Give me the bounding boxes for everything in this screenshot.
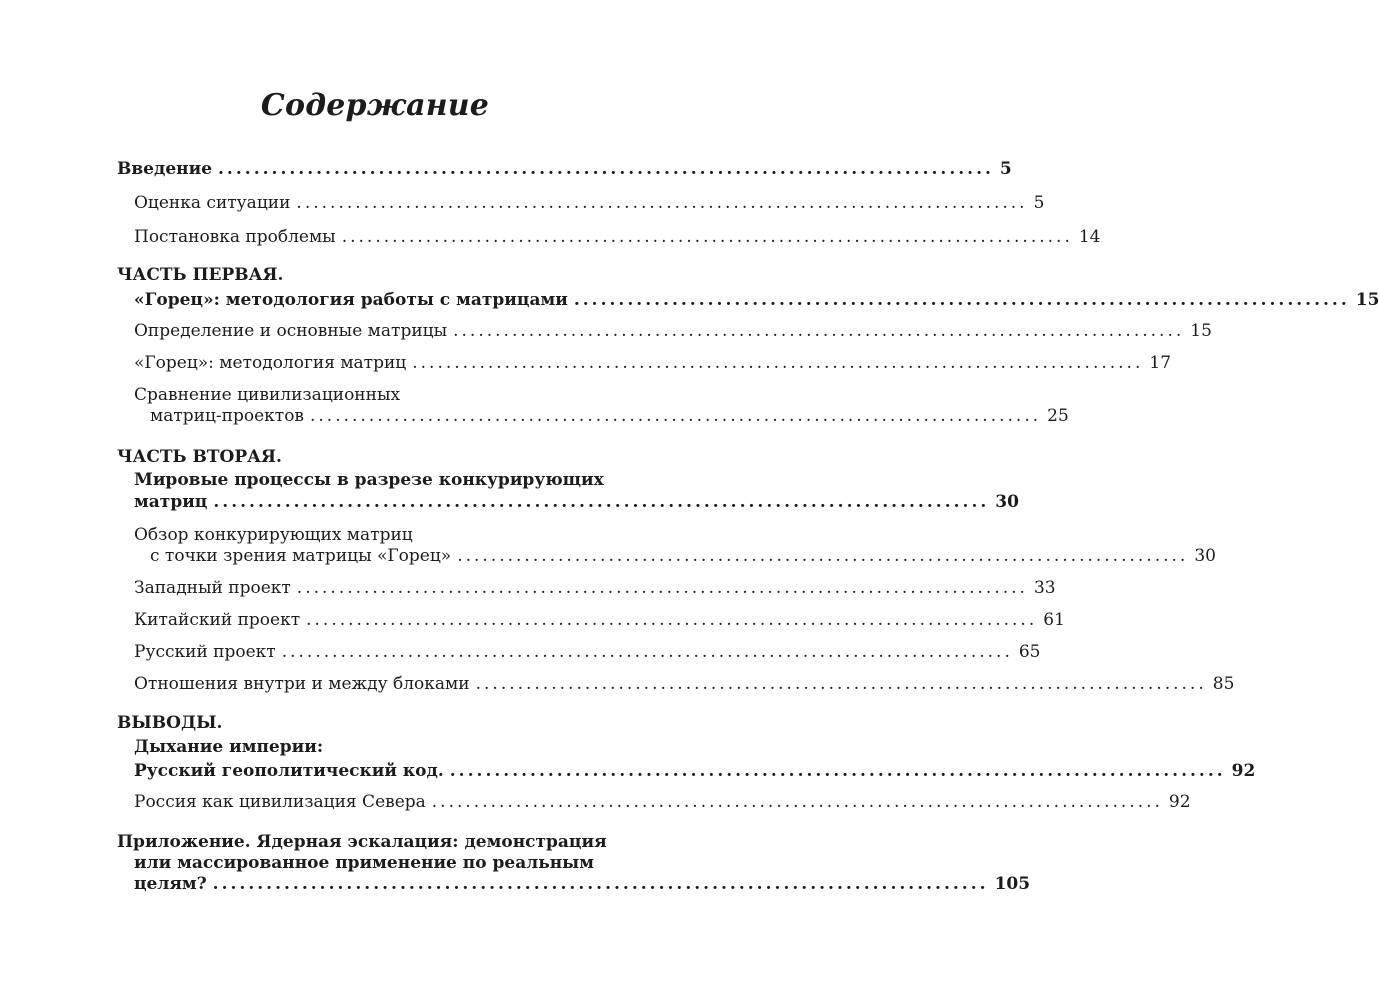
toc-page-number: 25 bbox=[1047, 406, 1069, 426]
toc-entry-label: Китайский проект bbox=[134, 610, 301, 630]
toc-leader-dots: ....................................................................................... bbox=[449, 761, 1226, 781]
toc-entry-label: Постановка проблемы bbox=[134, 227, 336, 247]
toc-entry-conclusions-line1: Дыхание империи: bbox=[134, 737, 324, 757]
toc-leader-dots: ....................................................................................... bbox=[296, 193, 1028, 213]
toc-leader-dots: ....................................................................................... bbox=[453, 321, 1185, 341]
toc-page-number: 5 bbox=[999, 159, 1012, 179]
toc-page-number: 105 bbox=[994, 874, 1031, 894]
toc-entry-label: целям? bbox=[134, 874, 207, 894]
toc-entry-label: Отношения внутри и между блоками bbox=[134, 674, 470, 694]
toc-page-number: 30 bbox=[995, 492, 1019, 512]
toc-page-number: 92 bbox=[1168, 792, 1191, 812]
toc-page-number: 61 bbox=[1043, 610, 1065, 630]
toc-entry-label: «Горец»: методология матриц bbox=[134, 353, 407, 373]
toc-page-number: 17 bbox=[1149, 353, 1172, 373]
toc-entry-label: Определение и основные матрицы bbox=[134, 321, 448, 341]
toc-leader-dots: ....................................................................................... bbox=[341, 227, 1073, 247]
toc-leader-dots: ....................................................................................... bbox=[431, 792, 1163, 812]
toc-entry-china[interactable] bbox=[134, 609, 1065, 631]
toc-page-number: 5 bbox=[1033, 193, 1045, 213]
part2-heading: ЧАСТЬ ВТОРАЯ. bbox=[117, 447, 282, 467]
toc-leader-dots: ....................................................................................... bbox=[310, 406, 1042, 426]
toc-entry-appendix-line1: Приложение. Ядерная эскалация: демонстрация bbox=[117, 832, 607, 852]
toc-entry-methodology[interactable] bbox=[134, 352, 1172, 374]
part1-heading: ЧАСТЬ ПЕРВАЯ. bbox=[117, 265, 284, 285]
toc-page-number: 33 bbox=[1033, 578, 1056, 598]
toc-leader-dots: ....................................................................................... bbox=[573, 290, 1350, 310]
toc-leader-dots: ....................................................................................... bbox=[412, 353, 1144, 373]
toc-entry-assessment[interactable] bbox=[134, 192, 1045, 214]
toc-page-number: 30 bbox=[1194, 546, 1216, 566]
toc-entry-north[interactable] bbox=[134, 791, 1191, 813]
toc-entry-definition[interactable] bbox=[134, 320, 1212, 342]
toc-entry-appendix-line2: или массированное применение по реальным bbox=[134, 853, 594, 873]
toc-entry-appendix[interactable] bbox=[134, 873, 1031, 895]
toc-entry-problem[interactable] bbox=[134, 226, 1101, 248]
toc-leader-dots: ....................................................................................... bbox=[475, 674, 1207, 694]
toc-page-number: 15 bbox=[1355, 290, 1379, 310]
toc-entry-label: Введение bbox=[117, 159, 213, 179]
toc-entry-compare-line1: Сравнение цивилизационных bbox=[134, 385, 401, 405]
toc-entry-label: «Горец»: методология работы с матрицами bbox=[134, 290, 568, 310]
toc-leader-dots: ....................................................................................... bbox=[296, 578, 1028, 598]
toc-entry-intro[interactable] bbox=[117, 158, 1012, 180]
toc-page-number: 15 bbox=[1190, 321, 1212, 341]
toc-entry-label: матриц-проектов bbox=[150, 406, 304, 426]
toc-leader-dots: ....................................................................................... bbox=[306, 610, 1038, 630]
toc-entry-label: с точки зрения матрицы «Горец» bbox=[150, 546, 452, 566]
toc-page-number: 14 bbox=[1078, 227, 1101, 247]
toc-entry-conclusions-title[interactable] bbox=[134, 760, 1256, 782]
toc-entry-label: матриц bbox=[134, 492, 208, 512]
toc-leader-dots: ....................................................................................... bbox=[281, 642, 1013, 662]
toc-entry-label: Западный проект bbox=[134, 578, 291, 598]
toc-page-number: 92 bbox=[1231, 761, 1256, 781]
toc-page-number: 65 bbox=[1018, 642, 1041, 662]
toc-entry-part1-title[interactable] bbox=[134, 289, 1379, 311]
toc-entry-russia[interactable] bbox=[134, 641, 1041, 663]
toc-entry-compare[interactable] bbox=[150, 405, 1069, 427]
toc-entry-relations[interactable] bbox=[134, 673, 1235, 695]
toc-entry-label: Русский геополитический код. bbox=[134, 761, 444, 781]
toc-entry-label: Оценка ситуации bbox=[134, 193, 291, 213]
toc-leader-dots: ....................................................................................... bbox=[218, 159, 994, 179]
toc-entry-review[interactable] bbox=[150, 545, 1216, 567]
toc-leader-dots: ....................................................................................... bbox=[457, 546, 1189, 566]
toc-page-number: 85 bbox=[1212, 674, 1235, 694]
toc-leader-dots: ....................................................................................... bbox=[213, 492, 990, 512]
toc-entry-review-line1: Обзор конкурирующих матриц bbox=[134, 525, 413, 545]
conclusions-heading: ВЫВОДЫ. bbox=[117, 713, 223, 733]
toc-entry-label: Русский проект bbox=[134, 642, 276, 662]
toc-leader-dots: ....................................................................................... bbox=[212, 874, 989, 894]
page-title: Содержание bbox=[260, 88, 490, 123]
toc-entry-label: Россия как цивилизация Севера bbox=[134, 792, 426, 812]
toc-entry-part2-title[interactable] bbox=[134, 491, 1019, 513]
toc-entry-west[interactable] bbox=[134, 577, 1056, 599]
toc-entry-part2-title-line1: Мировые процессы в разрезе конкурирующих bbox=[134, 470, 604, 490]
